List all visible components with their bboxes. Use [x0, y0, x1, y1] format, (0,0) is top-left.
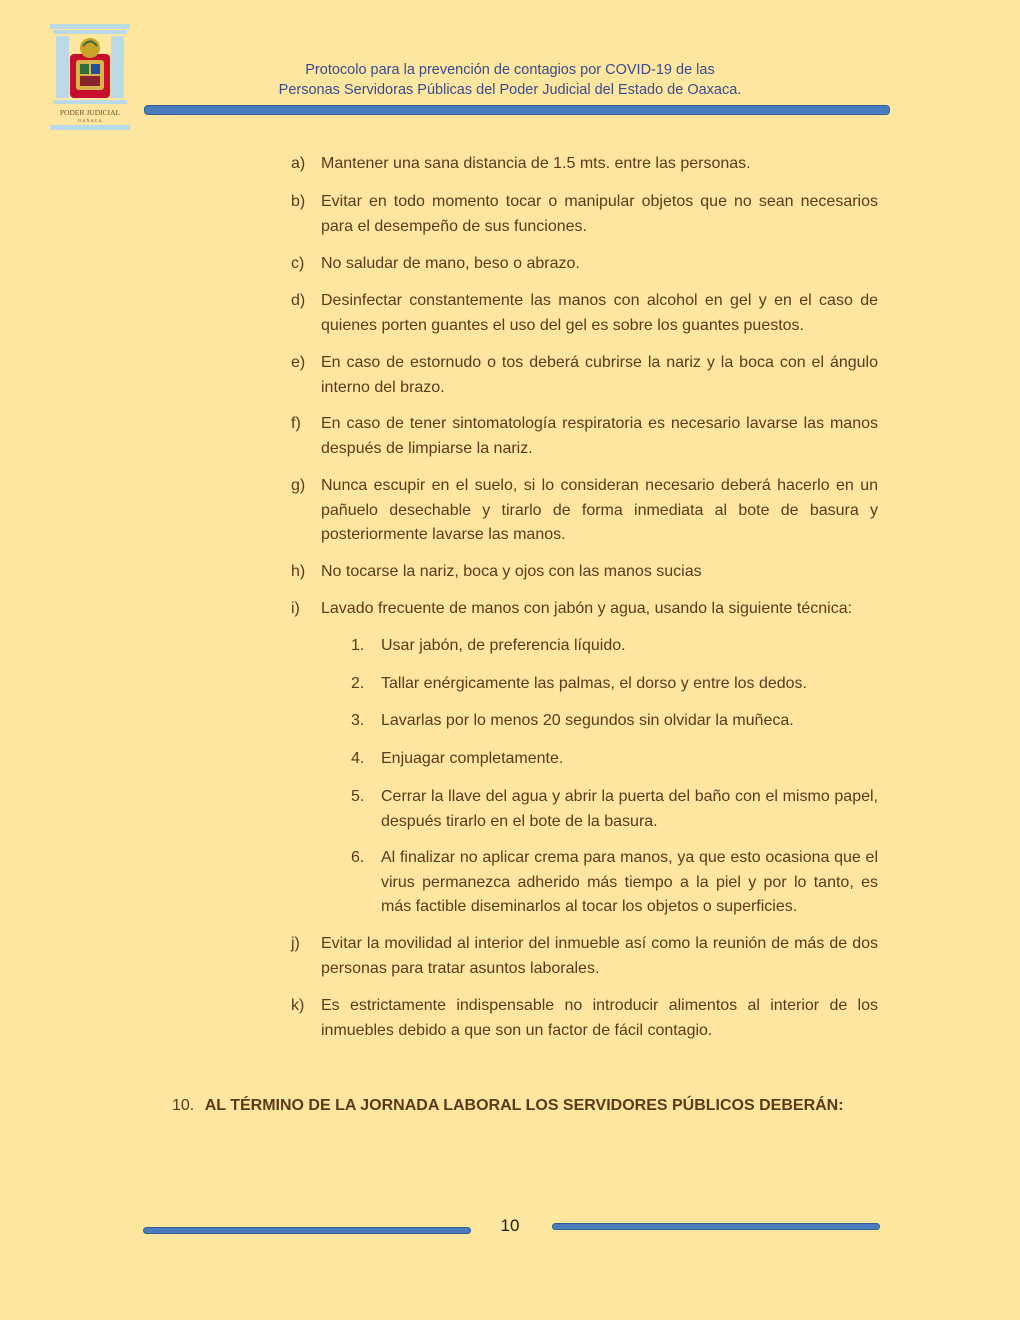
list-item-label: f): [291, 415, 301, 432]
list-item-text: Nunca escupir en el suelo, si lo consideran necesario deberá hacerlo en un pañuelo desechable y tirarlo de forma inmediata al bote de basura y posteriormente lavarse las manos.: [321, 477, 878, 543]
footer-divider-right: [552, 1223, 880, 1230]
header-divider-bar: [144, 105, 890, 115]
numbered-step-text: Al finalizar no aplicar crema para manos, ya que esto ocasiona que el virus permanezca adherido más tiempo a la piel y por lo tanto, es más factible diseminarlos al tocar los objetos o superficies.: [381, 849, 878, 915]
list-item-text: No tocarse la nariz, boca y ojos con las manos sucias: [321, 563, 702, 580]
section-number: 10.: [172, 1097, 195, 1114]
numbered-step-label: 5.: [351, 788, 365, 805]
list-item-text: Evitar la movilidad al interior del inmueble así como la reunión de más de dos personas para tratar asuntos laborales.: [321, 935, 878, 977]
list-item-text: En caso de estornudo o tos deberá cubrirse la nariz y la boca con el ángulo interno del brazo.: [321, 354, 878, 396]
numbered-step-text: Enjuagar completamente.: [381, 750, 564, 767]
list-item-text: En caso de tener sintomatología respiratoria es necesario lavarse las manos después de limpiarse la nariz.: [321, 415, 878, 457]
logo-text-poder-judicial: PODER JUDICIAL: [59, 108, 121, 117]
list-item-text: Evitar en todo momento tocar o manipular objetos que no sean necesarios para el desempeño de sus funciones.: [321, 193, 878, 235]
document-header-title: [150, 60, 870, 100]
list-item-label: e): [291, 354, 306, 371]
list-item-label: h): [291, 563, 306, 580]
numbered-step-label: 4.: [351, 750, 365, 767]
list-item-label: j): [291, 935, 300, 952]
numbered-step-label: 2.: [351, 675, 365, 692]
list-item-text: Desinfectar constantemente las manos con alcohol en gel y en el caso de quienes porten guantes el uso del gel es sobre los guantes puestos.: [321, 292, 878, 334]
list-item: [291, 252, 878, 277]
numbered-step: [351, 747, 878, 772]
numbered-step-label: 3.: [351, 712, 365, 729]
section-heading: [172, 1094, 844, 1118]
list-item: [291, 289, 878, 338]
numbered-step-text: Lavarlas por lo menos 20 segundos sin olvidar la muñeca.: [381, 712, 794, 729]
numbered-step-label: 1.: [351, 637, 365, 654]
list-item-text: Mantener una sana distancia de 1.5 mts. entre las personas.: [321, 155, 751, 172]
list-item-label: b): [291, 193, 306, 210]
list-item-text: Lavado frecuente de manos con jabón y agua, usando la siguiente técnica:: [321, 600, 853, 617]
numbered-step: [351, 709, 878, 734]
list-item: [291, 190, 878, 239]
numbered-step-text: Tallar enérgicamente las palmas, el dorso y entre los dedos.: [381, 675, 807, 692]
logo-text-oaxaca: O A X A C A: [78, 118, 102, 123]
list-item-label: g): [291, 477, 306, 494]
list-item-label: d): [291, 292, 306, 309]
list-item-label: i): [291, 600, 300, 617]
page-number: 10: [500, 1216, 520, 1235]
list-item: [291, 994, 878, 1043]
list-item: [291, 597, 878, 622]
numbered-step: [351, 672, 878, 697]
list-item: [291, 412, 878, 461]
numbered-step: [351, 785, 878, 834]
numbered-step: [351, 634, 878, 659]
list-item: [291, 152, 878, 177]
list-item-label: c): [291, 255, 305, 272]
header-title-line-2: Personas Servidoras Públicas del Poder Judicial del Estado de Oaxaca.: [278, 82, 742, 98]
list-item-text: No saludar de mano, beso o abrazo.: [321, 255, 580, 272]
header-title-line-1: Protocolo para la prevención de contagios por COVID-19 de las: [305, 62, 715, 78]
list-item: [291, 932, 878, 981]
list-item: [291, 474, 878, 548]
footer-divider-left: [143, 1227, 471, 1234]
list-item-label: a): [291, 155, 306, 172]
numbered-step-text: Usar jabón, de preferencia líquido.: [381, 637, 626, 654]
numbered-step-text: Cerrar la llave del agua y abrir la puerta del baño con el mismo papel, después tirarlo en el bote de la basura.: [381, 788, 878, 830]
poder-judicial-logo: [50, 24, 130, 132]
numbered-step-label: 6.: [351, 849, 365, 866]
list-item: [291, 560, 878, 585]
list-item-label: k): [291, 997, 305, 1014]
list-item-text: Es estrictamente indispensable no introducir alimentos al interior de los inmuebles debido a que son un factor de fácil contagio.: [321, 997, 878, 1039]
numbered-step: [351, 846, 878, 920]
list-item: [291, 351, 878, 400]
section-title: AL TÉRMINO DE LA JORNADA LABORAL LOS SERVIDORES PÚBLICOS DEBERÁN:: [204, 1097, 844, 1114]
